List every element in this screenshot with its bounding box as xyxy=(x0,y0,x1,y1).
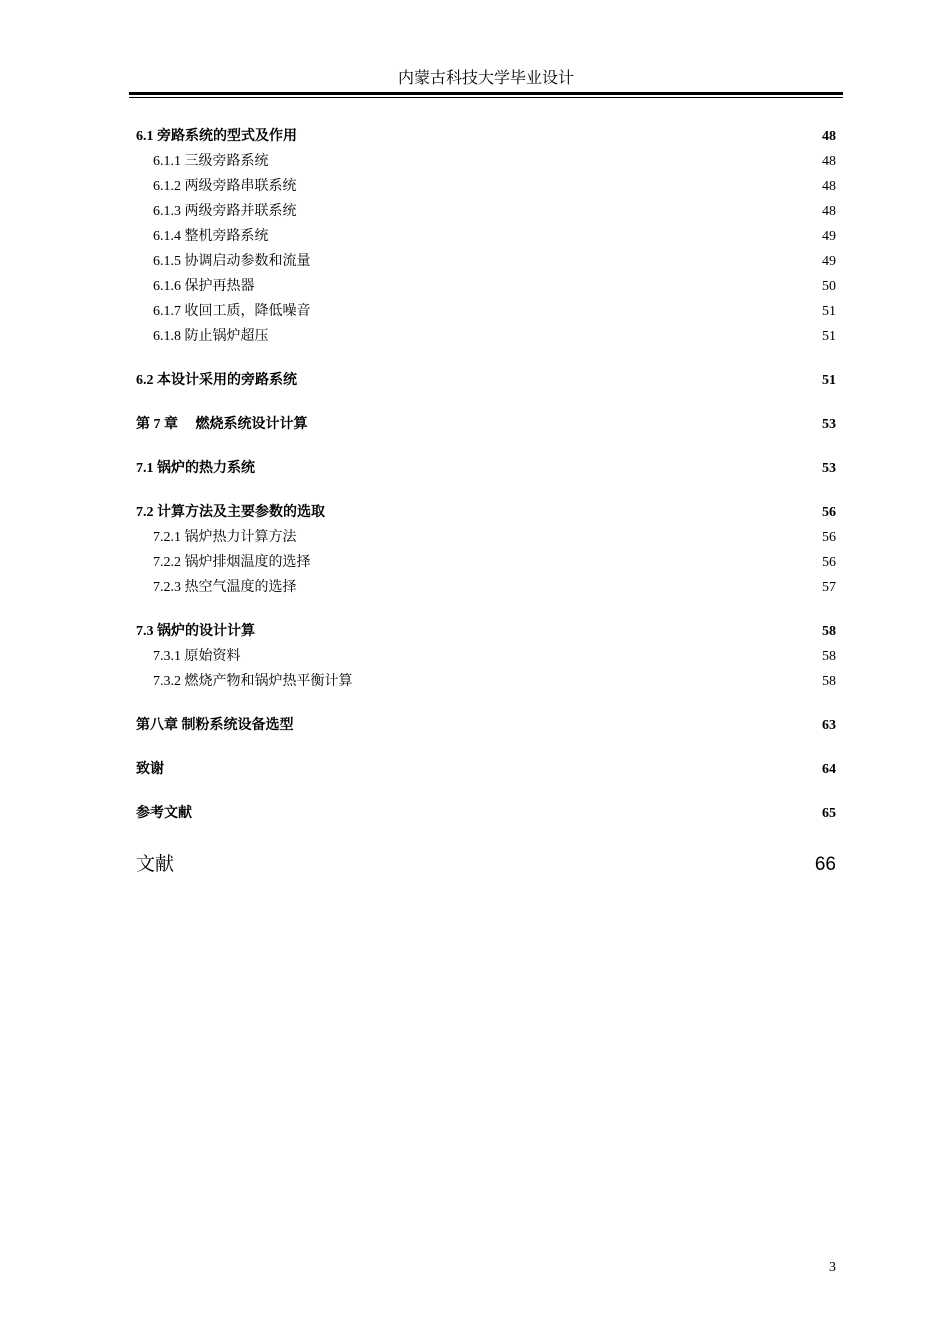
toc-entry-title: 7.3.2 燃烧产物和锅炉热平衡计算 xyxy=(153,674,353,689)
toc-entry[interactable] xyxy=(136,299,836,324)
toc-entry-title: 6.1 旁路系统的型式及作用 xyxy=(136,129,297,144)
toc-entry[interactable] xyxy=(136,757,836,782)
toc-entry[interactable] xyxy=(136,801,836,826)
toc-entry-title: 第八章 制粉系统设备选型 xyxy=(136,718,294,733)
header-rule-thick xyxy=(129,92,843,95)
toc-entry-page: 57 xyxy=(822,580,836,595)
toc-entry-title: 6.1.1 三级旁路系统 xyxy=(153,154,269,169)
toc-entry-title: 6.1.6 保护再热器 xyxy=(153,279,255,294)
toc-entry[interactable] xyxy=(136,713,836,738)
toc-entry-title: 7.2 计算方法及主要参数的选取 xyxy=(136,505,325,520)
toc-entry-title: 文献 xyxy=(136,854,175,875)
toc-entry[interactable] xyxy=(136,224,836,249)
toc-entry-page: 48 xyxy=(822,179,836,194)
toc-entry-page: 53 xyxy=(822,417,836,432)
toc-entry[interactable] xyxy=(136,249,836,274)
table-of-contents xyxy=(136,124,836,882)
toc-entry-page: 66 xyxy=(814,854,836,875)
toc-entry[interactable] xyxy=(136,456,836,481)
toc-entry[interactable] xyxy=(136,412,836,437)
toc-entry-page: 51 xyxy=(822,373,836,388)
toc-entry-title: 7.3 锅炉的设计计算 xyxy=(136,624,255,639)
toc-entry-title: 6.1.3 两级旁路并联系统 xyxy=(153,204,297,219)
toc-entry[interactable] xyxy=(136,525,836,550)
toc-entry-page: 51 xyxy=(822,304,836,319)
toc-entry[interactable] xyxy=(136,848,836,882)
toc-entry-page: 56 xyxy=(822,505,836,520)
toc-entry-page: 48 xyxy=(822,154,836,169)
toc-entry-title: 参考文献 xyxy=(136,806,192,821)
toc-entry[interactable] xyxy=(136,124,836,149)
toc-entry[interactable] xyxy=(136,274,836,299)
toc-entry-title: 6.1.4 整机旁路系统 xyxy=(153,229,269,244)
toc-entry[interactable] xyxy=(136,619,836,644)
toc-entry[interactable] xyxy=(136,324,836,349)
toc-entry[interactable] xyxy=(136,174,836,199)
toc-entry[interactable] xyxy=(136,669,836,694)
toc-entry-page: 48 xyxy=(822,129,836,144)
toc-entry-title: 6.1.8 防止锅炉超压 xyxy=(153,329,269,344)
toc-entry-title: 7.2.1 锅炉热力计算方法 xyxy=(153,530,297,545)
toc-entry-title: 6.1.2 两级旁路串联系统 xyxy=(153,179,297,194)
toc-entry-title: 致谢 xyxy=(136,762,164,777)
toc-entry-title: 第 7 章 燃烧系统设计计算 xyxy=(136,417,308,432)
toc-entry-page: 65 xyxy=(822,806,836,821)
toc-entry-page: 49 xyxy=(822,229,836,244)
toc-entry-page: 56 xyxy=(822,530,836,545)
toc-entry-page: 58 xyxy=(822,624,836,639)
toc-entry-page: 58 xyxy=(822,649,836,664)
toc-entry-page: 51 xyxy=(822,329,836,344)
header-rule-thin xyxy=(129,97,843,98)
toc-entry[interactable] xyxy=(136,199,836,224)
toc-entry-page: 58 xyxy=(822,674,836,689)
toc-entry-page: 50 xyxy=(822,279,836,294)
toc-entry-page: 48 xyxy=(822,204,836,219)
toc-entry-page: 49 xyxy=(822,254,836,269)
page-header-title: 内蒙古科技大学毕业设计 xyxy=(397,70,574,87)
toc-entry-title: 7.1 锅炉的热力系统 xyxy=(136,461,255,476)
toc-entry[interactable] xyxy=(136,575,836,600)
toc-entry[interactable] xyxy=(136,368,836,393)
toc-entry-title: 7.2.3 热空气温度的选择 xyxy=(153,580,297,595)
toc-entry[interactable] xyxy=(136,550,836,575)
toc-entry-page: 63 xyxy=(822,718,836,733)
toc-entry-title: 7.3.1 原始资料 xyxy=(153,649,241,664)
toc-entry[interactable] xyxy=(136,149,836,174)
toc-entry-title: 6.2 本设计采用的旁路系统 xyxy=(136,373,297,388)
toc-entry[interactable] xyxy=(136,500,836,525)
toc-entry[interactable] xyxy=(136,644,836,669)
page-number: 3 xyxy=(829,1260,836,1275)
toc-entry-page: 64 xyxy=(822,762,836,777)
toc-entry-page: 53 xyxy=(822,461,836,476)
toc-entry-title: 7.2.2 锅炉排烟温度的选择 xyxy=(153,555,311,570)
toc-entry-page: 56 xyxy=(822,555,836,570)
toc-entry-title: 6.1.5 协调启动参数和流量 xyxy=(153,254,311,269)
toc-entry-title: 6.1.7 收回工质，降低噪音 xyxy=(153,304,311,319)
